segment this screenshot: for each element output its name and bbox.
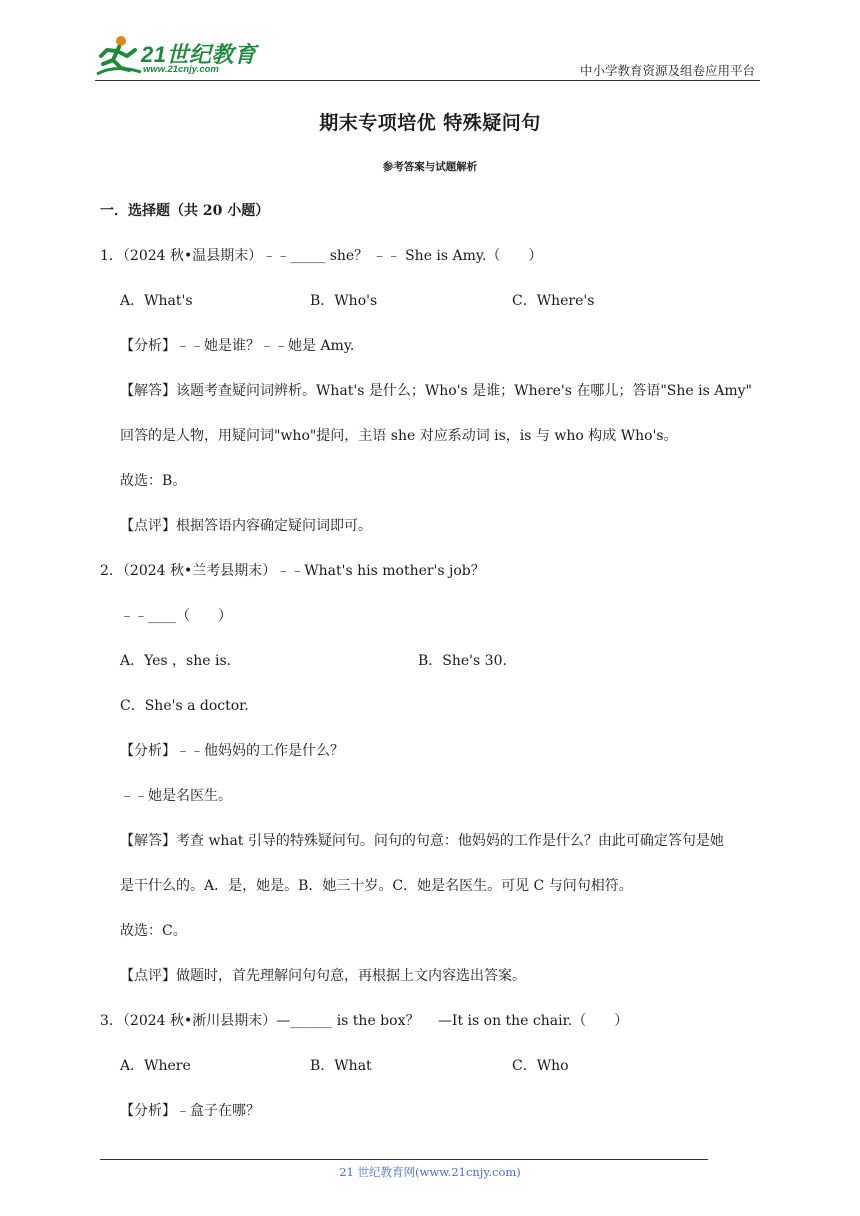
question-1-answer-line-2: 回答的是人物，用疑问词"who"提问，主语 she 对应系动词 is，is 与 who 构成 Who's。	[120, 428, 678, 444]
question-3-option-b: B．What	[310, 1058, 372, 1074]
question-3-option-c: C．Who	[512, 1058, 569, 1074]
question-1-option-a: A．What's	[120, 293, 193, 309]
question-1-option-b: B．Who's	[310, 293, 378, 309]
question-1-analysis: 【分析】﹣﹣她是谁？﹣﹣她是 Amy.	[120, 338, 355, 354]
header-platform-name: 中小学教育资源及组卷应用平台	[579, 63, 755, 78]
logo	[95, 34, 265, 78]
footer-divider	[100, 1159, 708, 1160]
question-1-comment: 【点评】根据答语内容确定疑问词即可。	[120, 518, 372, 534]
logo-text: 21世纪教育	[141, 42, 257, 67]
question-2-option-c: C．She's a doctor.	[120, 698, 249, 714]
question-1-choice: 故选：B。	[120, 473, 187, 489]
question-2-stem-line-2: ﹣﹣____（ ）	[120, 608, 232, 624]
runner-logo-icon	[95, 34, 143, 78]
question-2-analysis: 【分析】﹣﹣他妈妈的工作是什么？	[120, 743, 344, 759]
question-2-answer-line-2: 是干什么的。A．是，她是。B．她三十岁。C．她是名医生。可见 C 与问句相符。	[120, 878, 633, 894]
section-heading: 一．选择题（共 20 小题）	[100, 203, 270, 219]
question-2-option-a: A．Yes ，she is.	[120, 653, 232, 669]
question-3-analysis: 【分析】﹣盒子在哪？	[120, 1103, 260, 1119]
header-divider	[95, 80, 760, 81]
question-2-stem: 2．（2024 秋•兰考县期末）﹣﹣What's his mother's job？	[100, 563, 485, 579]
question-2-choice: 故选：C。	[120, 923, 187, 939]
question-3-stem: 3．（2024 秋•淅川县期末）—______ is the box？ —It is on the chair.（ ）	[100, 1013, 629, 1029]
question-3-option-a: A．Where	[120, 1058, 191, 1074]
question-2-answer-line-1: 【解答】考查 what 引导的特殊疑问句。问句的句意：他妈妈的工作是什么？由此可确定答句是她	[120, 833, 724, 849]
page-subtitle: 参考答案与试题解析	[382, 161, 478, 173]
question-2-comment: 【点评】做题时，首先理解问句句意，再根据上文内容选出答案。	[120, 968, 526, 984]
question-1-option-c: C．Where's	[512, 293, 595, 309]
question-1-answer-line-1: 【解答】该题考查疑问词辨析。What's 是什么；Who's 是谁；Where's 在哪儿；答语"She is Amy"	[120, 383, 752, 399]
footer-link[interactable]: 21 世纪教育网(www.21cnjy.com)	[339, 1165, 521, 1179]
question-2-analysis-line-2: ﹣﹣她是名医生。	[120, 788, 232, 804]
question-2-option-b: B．She's 30.	[418, 653, 507, 669]
page-title: 期末专项培优 特殊疑问句	[319, 112, 541, 134]
logo-url: www.21cnjy.com	[143, 64, 219, 75]
question-1-stem: 1．（2024 秋•温县期末）﹣﹣_____ she？ ﹣﹣ She is Amy.（ ）	[100, 248, 543, 264]
